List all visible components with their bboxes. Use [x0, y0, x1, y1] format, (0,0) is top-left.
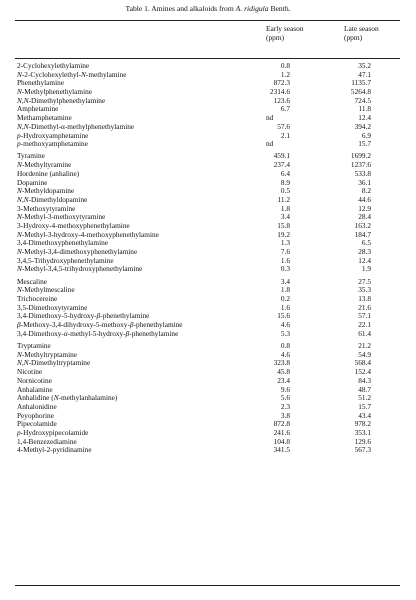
- table-section: [0, 342, 416, 455]
- late-season-value: 47.1: [358, 69, 371, 79]
- early-season-value: 3.4: [280, 212, 290, 222]
- early-season-value: 0.3: [280, 264, 290, 274]
- late-season-value: 12.9: [358, 203, 371, 213]
- early-season-value: 2314.6: [269, 87, 290, 97]
- compound-name: N-2-Cyclohexylethyl-N-methylamine: [17, 70, 127, 79]
- late-season-value: 21.6: [358, 302, 371, 312]
- late-season-value: 129.6: [354, 436, 371, 446]
- late-season-value: 978.2: [354, 419, 371, 429]
- early-season-value: 7.6: [280, 247, 290, 257]
- early-season-value: 15.8: [277, 220, 290, 230]
- late-season-value: 12.4: [358, 255, 371, 265]
- late-season-value: 1699.2: [350, 151, 371, 161]
- table-row: [0, 114, 416, 123]
- compound-name: N,N-Dimethyl-α-methylphenethylamine: [17, 122, 135, 131]
- early-season-value: 1.6: [280, 255, 290, 265]
- table-row: [0, 239, 416, 248]
- late-season-value: 43.4: [358, 410, 371, 420]
- compound-name: 3,4-Dimethoxy-α-methyl-5-hydroxy-β-phenethylamine: [17, 329, 179, 338]
- early-season-value: 104.8: [273, 436, 290, 446]
- table-row: [0, 286, 416, 295]
- table-row: [0, 278, 416, 287]
- table-row: [0, 359, 416, 368]
- compound-name: 3,4-Dimethoxyphenethylamine: [17, 239, 108, 248]
- compound-name: N-Methyl-3,4-dimethoxyphenethylamine: [17, 248, 138, 257]
- table-row: [0, 170, 416, 179]
- table-row: [0, 132, 416, 141]
- table-row: [0, 321, 416, 330]
- early-season-value: 237.4: [273, 160, 290, 170]
- caption-suffix: Benth.: [268, 4, 291, 13]
- early-season-value: 2.1: [280, 130, 290, 140]
- late-season-value: 51.2: [358, 393, 371, 403]
- compound-name: Nornicotine: [17, 376, 52, 385]
- table-row: [0, 187, 416, 196]
- compound-name: N-Methylmescaline: [17, 286, 75, 295]
- caption-species: A. ridigula: [235, 4, 269, 13]
- table-row: [0, 377, 416, 386]
- late-season-value: 6.9: [361, 130, 371, 140]
- table-row: [0, 304, 416, 313]
- compound-name: 3,4-Dimethoxy-5-hydroxy-β-phenethylamine: [17, 312, 150, 321]
- early-season-value: 872.8: [273, 419, 290, 429]
- column-header-early-line-1: Early season: [266, 24, 304, 33]
- early-season-value: 0.5: [280, 186, 290, 196]
- compound-name: p-Hydroxypipecolamide: [17, 428, 89, 437]
- table-row: [0, 62, 416, 71]
- compound-name: Peyophorine: [17, 411, 54, 420]
- compound-name: Anhalamine: [17, 385, 53, 394]
- late-season-value: 6.5: [361, 238, 371, 248]
- late-season-value: 1237.6: [350, 160, 371, 170]
- early-season-value: 6.7: [280, 104, 290, 114]
- late-season-value: 57.1: [358, 311, 371, 321]
- compound-name: N,N-Dimethyltryptamine: [17, 359, 91, 368]
- late-season-value: 394.2: [354, 121, 371, 131]
- early-season-value: 241.6: [273, 427, 290, 437]
- compound-name: N-Methyltryptamine: [17, 350, 77, 359]
- early-season-value: 459.1: [273, 151, 290, 161]
- compound-name: Tyramine: [17, 152, 45, 161]
- table-caption: [0, 4, 416, 13]
- table-row: [0, 265, 416, 274]
- table-row: [0, 429, 416, 438]
- early-season-value: 1.8: [280, 203, 290, 213]
- compound-name: N,N-Dimethylphenethylamine: [17, 96, 106, 105]
- early-season-value: 0.8: [280, 61, 290, 70]
- table-row: [0, 97, 416, 106]
- late-season-value: 353.1: [354, 427, 371, 437]
- compound-name: Mescaline: [17, 277, 47, 286]
- table-row: [0, 248, 416, 257]
- table-row: [0, 222, 416, 231]
- compound-name: Methamphetamine: [17, 114, 72, 123]
- late-season-value: 22.1: [358, 320, 371, 330]
- late-season-value: 11.8: [358, 104, 371, 114]
- compound-name: N-Methyl-3,4,5-trihydroxyphenethylamine: [17, 265, 143, 274]
- early-season-value: 57.6: [277, 121, 290, 131]
- table-header-rule: [15, 58, 400, 59]
- early-season-value: 11.2: [277, 194, 290, 204]
- late-season-value: 152.4: [354, 367, 371, 377]
- table-row: [0, 123, 416, 132]
- late-season-value: 567.3: [354, 445, 371, 455]
- early-season-value: 2.3: [280, 401, 290, 411]
- table-row: [0, 351, 416, 360]
- table-row: [0, 446, 416, 455]
- table-section: [0, 278, 416, 339]
- late-season-value: 1.9: [361, 264, 371, 274]
- late-season-value: 12.4: [358, 113, 371, 123]
- early-season-value: 4.6: [280, 349, 290, 359]
- table-row: [0, 312, 416, 321]
- late-season-value: 5264.8: [350, 87, 371, 97]
- late-season-value: 54.9: [358, 349, 371, 359]
- compound-name: N-Methyltyramine: [17, 161, 72, 170]
- table-row: [0, 394, 416, 403]
- early-season-value: 341.5: [273, 445, 290, 455]
- compound-name: Nicotine: [17, 368, 43, 377]
- late-season-value: 84.3: [358, 375, 371, 385]
- table-row: [0, 140, 416, 149]
- early-season-value: nd: [266, 139, 274, 149]
- early-season-value: 4.6: [280, 320, 290, 330]
- late-season-value: 28.4: [358, 212, 371, 222]
- early-season-value: 1.8: [280, 285, 290, 295]
- early-season-value: 0.2: [280, 294, 290, 304]
- compound-name: 1,4-Benzezediamine: [17, 437, 77, 446]
- compound-name: N-Methyl-3-methoxytyramine: [17, 213, 106, 222]
- table-row: [0, 205, 416, 214]
- table-section: [0, 152, 416, 274]
- early-season-value: 23.4: [277, 375, 290, 385]
- early-season-value: 1.2: [280, 69, 290, 79]
- early-season-value: 8.9: [280, 177, 290, 187]
- early-season-value: 1.6: [280, 302, 290, 312]
- compound-name: Anhalidine (N-methylanhalamine): [17, 394, 118, 403]
- table-row: [0, 386, 416, 395]
- table-section: [0, 62, 416, 149]
- compound-name: 3,5-Dimethoxytyramine: [17, 303, 88, 312]
- early-season-value: 45.8: [277, 367, 290, 377]
- table-body: [0, 62, 416, 459]
- table-bottom-rule: [15, 585, 400, 586]
- late-season-value: 36.1: [358, 177, 371, 187]
- compound-name: Amphetamine: [17, 105, 59, 114]
- late-season-value: 44.6: [358, 194, 371, 204]
- column-header-late-line-1: Late season: [344, 24, 379, 33]
- late-season-value: 568.4: [354, 358, 371, 368]
- table-row: [0, 438, 416, 447]
- table-row: [0, 161, 416, 170]
- late-season-value: 15.7: [358, 401, 371, 411]
- early-season-value: 872.3: [273, 78, 290, 88]
- compound-name: β-Methoxy-3,4-dihydroxy-5-methoxy-β-phenethylamine: [17, 321, 183, 330]
- compound-name: Phenethylamine: [17, 79, 65, 88]
- late-season-value: 1135.7: [351, 78, 371, 88]
- compound-name: p-Hydroxyamphetamine: [17, 131, 89, 140]
- compound-name: 4-Methyl-2-pyridinamine: [17, 446, 92, 455]
- compound-name: Pipecolamide: [17, 420, 57, 429]
- column-header-late-line-2: (ppm): [344, 33, 363, 43]
- early-season-value: 123.6: [273, 95, 290, 105]
- table-row: [0, 420, 416, 429]
- early-season-value: 3.4: [280, 276, 290, 286]
- table-row: [0, 412, 416, 421]
- table-row: [0, 231, 416, 240]
- early-season-value: 0.8: [280, 341, 290, 351]
- early-season-value: nd: [266, 113, 274, 123]
- early-season-value: 1.3: [280, 238, 290, 248]
- early-season-value: 5.3: [280, 328, 290, 338]
- compound-name: N-Methylphenethylamine: [17, 88, 92, 97]
- table-top-rule: [15, 20, 400, 21]
- late-season-value: 35.3: [358, 285, 371, 295]
- table-row: [0, 403, 416, 412]
- table-row: [0, 213, 416, 222]
- compound-name: N-Methyl-3-hydroxy-4-methoxyphenethylamine: [17, 230, 159, 239]
- early-season-value: 15.6: [277, 311, 290, 321]
- table-row: [0, 88, 416, 97]
- column-header-late-season: [344, 24, 379, 42]
- caption-prefix: Table 1. Amines and alkaloids from: [125, 4, 236, 13]
- early-season-value: 3.8: [280, 410, 290, 420]
- compound-name: Anhalonidine: [17, 402, 57, 411]
- early-season-value: 6.4: [280, 168, 290, 178]
- late-season-value: 13.8: [358, 294, 371, 304]
- table-row: [0, 196, 416, 205]
- early-season-value: 5.6: [280, 393, 290, 403]
- late-season-value: 8.2: [361, 186, 371, 196]
- late-season-value: 163.2: [354, 220, 371, 230]
- column-header-early-line-2: (ppm): [266, 33, 285, 43]
- compound-name: 3,4,5-Trihydroxyphenethylamine: [17, 256, 114, 265]
- compound-name: N,N-Dimethyldopamine: [17, 195, 88, 204]
- table-row: [0, 342, 416, 351]
- compound-name: Dopamine: [17, 178, 48, 187]
- early-season-value: 323.8: [273, 358, 290, 368]
- compound-name: Trichocereine: [17, 295, 58, 304]
- table-row: [0, 105, 416, 114]
- table-row: [0, 257, 416, 266]
- table-row: [0, 295, 416, 304]
- compound-name: 3-Hydroxy-4-methoxyphenethylamine: [17, 221, 130, 230]
- table-row: [0, 330, 416, 339]
- early-season-value: 19.2: [277, 229, 290, 239]
- early-season-value: 9.6: [280, 384, 290, 394]
- late-season-value: 15.7: [358, 139, 371, 149]
- late-season-value: 724.5: [354, 95, 371, 105]
- compound-name: N-Methyldopamine: [17, 187, 75, 196]
- compound-name: 2-Cyclohexylethylamine: [17, 62, 90, 70]
- table-row: [0, 179, 416, 188]
- compound-name: 3-Methoxytyramine: [17, 204, 76, 213]
- table-row: [0, 368, 416, 377]
- late-season-value: 48.7: [358, 384, 371, 394]
- late-season-value: 35.2: [358, 61, 371, 70]
- compound-name: Tryptamine: [17, 342, 51, 351]
- late-season-value: 21.2: [358, 341, 371, 351]
- compound-name: p-methoxyamphetamine: [17, 140, 88, 149]
- late-season-value: 533.8: [354, 168, 371, 178]
- column-header-early-season: [266, 24, 304, 42]
- late-season-value: 28.3: [358, 247, 371, 257]
- late-season-value: 27.5: [358, 276, 371, 286]
- late-season-value: 184.7: [354, 229, 371, 239]
- compound-name: Hordenine (anhaline): [17, 169, 80, 178]
- late-season-value: 61.4: [358, 328, 371, 338]
